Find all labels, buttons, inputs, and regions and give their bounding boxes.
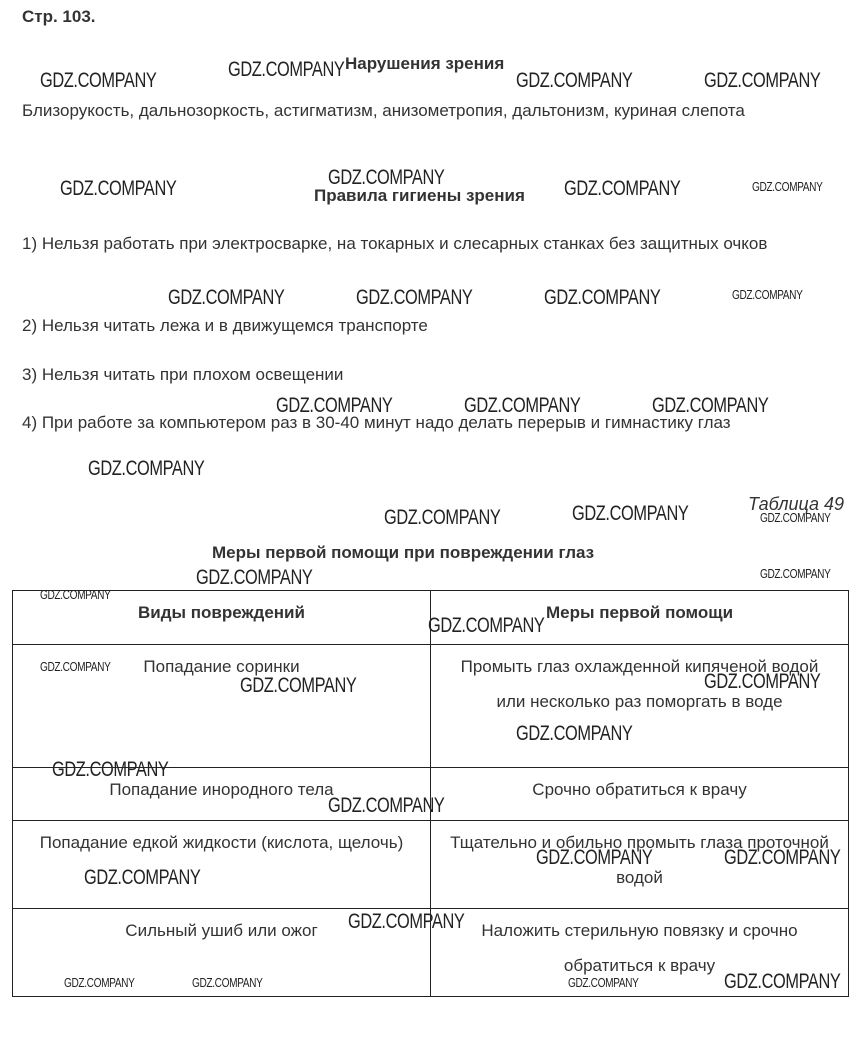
watermark: GDZ.COMPANY: [356, 286, 473, 309]
watermark: GDZ.COMPANY: [348, 910, 465, 933]
watermark: GDZ.COMPANY: [240, 674, 357, 697]
injury-cell: Попадание едкой жидкости (кислота, щелочь): [13, 821, 431, 909]
watermark: GDZ.COMPANY: [568, 975, 639, 990]
watermark: GDZ.COMPANY: [704, 69, 821, 92]
table-caption: Таблица 49: [748, 494, 845, 514]
hygiene-rule: 1) Нельзя работать при электросварке, на токарных и слесарных станках без защитных очков: [22, 234, 768, 253]
aid-cell: Наложить стерильную повязку и срочно обратиться к врачу: [431, 909, 849, 997]
header-cell: Меры первой помощи: [431, 591, 849, 645]
watermark: GDZ.COMPANY: [84, 866, 201, 889]
watermark: GDZ.COMPANY: [732, 287, 803, 302]
watermark: GDZ.COMPANY: [752, 179, 823, 194]
watermark: GDZ.COMPANY: [464, 394, 581, 417]
section-title-vision-disorders: Нарушения зрения: [345, 54, 505, 73]
watermark: GDZ.COMPANY: [724, 846, 841, 869]
watermark: GDZ.COMPANY: [544, 286, 661, 309]
injury-cell: Сильный ушиб или ожог: [13, 909, 431, 997]
watermark: GDZ.COMPANY: [384, 506, 501, 529]
vision-disorders-text: Близорукость, дальнозоркость, астигматизм, анизометропия, дальтонизм, куриная слепота: [22, 101, 745, 120]
watermark: GDZ.COMPANY: [276, 394, 393, 417]
watermark: GDZ.COMPANY: [516, 69, 633, 92]
page-number: Стр. 103.: [22, 7, 96, 26]
injury-cell: Попадание инородного тела: [13, 768, 431, 821]
hygiene-rule: 3) Нельзя читать при плохом освещении: [22, 365, 344, 384]
watermark: GDZ.COMPANY: [64, 975, 135, 990]
watermark: GDZ.COMPANY: [516, 722, 633, 745]
watermark: GDZ.COMPANY: [760, 510, 831, 525]
watermark: GDZ.COMPANY: [40, 659, 111, 674]
watermark: GDZ.COMPANY: [652, 394, 769, 417]
watermark: GDZ.COMPANY: [60, 177, 177, 200]
watermark: GDZ.COMPANY: [88, 457, 205, 480]
watermark: GDZ.COMPANY: [52, 758, 169, 781]
hygiene-rule: 2) Нельзя читать лежа и в движущемся транспорте: [22, 316, 428, 335]
watermark: GDZ.COMPANY: [536, 846, 653, 869]
watermark: GDZ.COMPANY: [196, 566, 313, 589]
watermark: GDZ.COMPANY: [704, 670, 821, 693]
watermark: GDZ.COMPANY: [328, 794, 445, 817]
table-title: Меры первой помощи при повреждении глаз: [212, 543, 595, 562]
watermark: GDZ.COMPANY: [192, 975, 263, 990]
hygiene-rule: 4) При работе за компьютером раз в 30-40 минут надо делать перерыв и гимнастику глаз: [22, 413, 731, 432]
watermark: GDZ.COMPANY: [328, 166, 445, 189]
watermark: GDZ.COMPANY: [428, 614, 545, 637]
watermark: GDZ.COMPANY: [228, 58, 345, 81]
watermark: GDZ.COMPANY: [168, 286, 285, 309]
watermark: GDZ.COMPANY: [760, 566, 831, 581]
watermark: GDZ.COMPANY: [724, 970, 841, 993]
table-row: [13, 645, 849, 768]
watermark: GDZ.COMPANY: [564, 177, 681, 200]
aid-cell: Промыть глаз охлажденной кипяченой водой или несколько раз поморгать в воде: [431, 645, 849, 768]
injury-cell: Попадание соринки: [13, 645, 431, 768]
header-cell: Виды повреждений: [13, 591, 431, 645]
watermark: GDZ.COMPANY: [40, 69, 157, 92]
watermark: GDZ.COMPANY: [572, 502, 689, 525]
aid-cell: Тщательно и обильно промыть глаза проточной водой: [431, 821, 849, 909]
section-title-eye-hygiene: Правила гигиены зрения: [314, 186, 525, 205]
aid-cell: Срочно обратиться к врачу: [431, 768, 849, 821]
watermark: GDZ.COMPANY: [40, 587, 111, 602]
